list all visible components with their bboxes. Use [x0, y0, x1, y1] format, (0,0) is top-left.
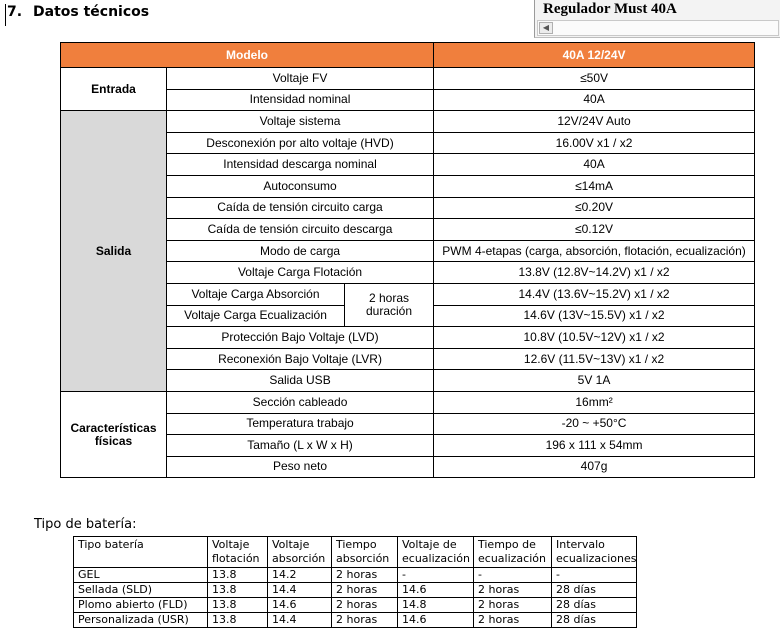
spec-label: Caída de tensión circuito carga: [167, 197, 434, 219]
battery-cell: 2 horas: [332, 598, 398, 613]
spec-value: ≤0.20V: [434, 197, 755, 219]
header-modelo: Modelo: [61, 43, 434, 68]
battery-cell: 13.8: [208, 613, 268, 628]
battery-cell: 2 horas: [332, 613, 398, 628]
spec-value: ≤50V: [434, 68, 755, 90]
spec-value: 16.00V x1 / x2: [434, 132, 755, 154]
battery-cell: 2 horas: [474, 583, 552, 598]
battery-column-header: Voltaje absorción: [268, 537, 332, 568]
table-row: [61, 68, 755, 90]
spec-value: 10.8V (10.5V~12V) x1 / x2: [434, 327, 755, 349]
spec-label: Autoconsumo: [167, 175, 434, 197]
battery-header-row: [74, 537, 637, 568]
battery-cell: Plomo abierto (FLD): [74, 598, 208, 613]
spec-value: PWM 4-etapas (carga, absorción, flotación, ecualización): [434, 240, 755, 262]
spec-value: 16mm²: [434, 391, 755, 413]
text-cursor: [5, 4, 6, 26]
battery-cell: 14.4: [268, 583, 332, 598]
battery-column-header: Voltaje de ecualización: [398, 537, 474, 568]
battery-cell: 14.6: [398, 613, 474, 628]
battery-cell: 13.8: [208, 568, 268, 583]
spec-value: 196 x 111 x 54mm: [434, 435, 755, 457]
battery-column-header: Voltaje flotación: [208, 537, 268, 568]
spec-label: Voltaje FV: [167, 68, 434, 90]
spec-label: Temperatura trabajo: [167, 413, 434, 435]
spec-value: ≤14mA: [434, 175, 755, 197]
popup-title: Regulador Must 40A: [543, 1, 677, 17]
battery-cell: 14.4: [268, 613, 332, 628]
battery-title: Tipo de batería:: [34, 517, 137, 532]
spec-label: Peso neto: [167, 456, 434, 478]
arrow-left-icon[interactable]: ◀: [539, 22, 553, 34]
battery-cell: 28 días: [552, 598, 637, 613]
spec-value: 40A: [434, 154, 755, 176]
spec-value: 40A: [434, 89, 755, 111]
battery-cell: 14.2: [268, 568, 332, 583]
section-title: Datos técnicos: [33, 4, 150, 20]
table-row: [74, 583, 637, 598]
spec-label: Voltaje Carga Flotación: [167, 262, 434, 284]
group-label: Salida: [61, 111, 167, 392]
spec-label: Intensidad nominal: [167, 89, 434, 111]
battery-cell: Sellada (SLD): [74, 583, 208, 598]
battery-cell: 2 horas: [332, 583, 398, 598]
battery-cell: 14.6: [268, 598, 332, 613]
spec-label: Tamaño (L x W x H): [167, 435, 434, 457]
battery-cell: 2 horas: [474, 598, 552, 613]
spec-value: 12.6V (11.5V~13V) x1 / x2: [434, 348, 755, 370]
specs-header-row: [61, 43, 755, 68]
spec-label: Reconexión Bajo Voltaje (LVR): [167, 348, 434, 370]
battery-column-header: Tiempo absorción: [332, 537, 398, 568]
battery-table: [73, 536, 637, 628]
horizontal-scrollbar[interactable]: [537, 20, 779, 36]
section-heading: [7, 4, 149, 20]
spec-value: 12V/24V Auto: [434, 111, 755, 133]
battery-cell: 28 días: [552, 583, 637, 598]
battery-cell: GEL: [74, 568, 208, 583]
specs-table: [60, 42, 755, 478]
battery-cell: 14.8: [398, 598, 474, 613]
battery-column-header: Intervalo ecualizaciones: [552, 537, 637, 568]
spec-label: Modo de carga: [167, 240, 434, 262]
spec-label: Desconexión por alto voltaje (HVD): [167, 132, 434, 154]
spec-label: Voltaje sistema: [167, 111, 434, 133]
spec-label: Caída de tensión circuito descarga: [167, 219, 434, 241]
spec-value: -20 ~ +50°C: [434, 413, 755, 435]
group-label: Entrada: [61, 68, 167, 111]
title-popup: [534, 0, 780, 38]
battery-cell: -: [552, 568, 637, 583]
spec-value: 13.8V (12.8V~14.2V) x1 / x2: [434, 262, 755, 284]
spec-value: 14.6V (13V~15.5V) x1 / x2: [434, 305, 755, 327]
spec-label: Salida USB: [167, 370, 434, 392]
battery-cell: -: [474, 568, 552, 583]
spec-label: Protección Bajo Voltaje (LVD): [167, 327, 434, 349]
header-model-value: 40A 12/24V: [434, 43, 755, 68]
battery-cell: 13.8: [208, 598, 268, 613]
spec-label: Voltaje Carga Absorción: [167, 283, 345, 305]
spec-value: ≤0.12V: [434, 219, 755, 241]
spec-value: 5V 1A: [434, 370, 755, 392]
battery-cell: -: [398, 568, 474, 583]
table-row: [74, 568, 637, 583]
battery-column-header: Tiempo de ecualización: [474, 537, 552, 568]
table-row: [61, 391, 755, 413]
duration-note: 2 horas duración: [345, 283, 434, 326]
battery-cell: 2 horas: [332, 568, 398, 583]
spec-value: 407g: [434, 456, 755, 478]
battery-cell: Personalizada (USR): [74, 613, 208, 628]
table-row: [74, 613, 637, 628]
table-row: [74, 598, 637, 613]
spec-label: Sección cableado: [167, 391, 434, 413]
battery-cell: 14.6: [398, 583, 474, 598]
spec-value: 14.4V (13.6V~15.2V) x1 / x2: [434, 283, 755, 305]
spec-label: Voltaje Carga Ecualización: [167, 305, 345, 327]
battery-cell: 13.8: [208, 583, 268, 598]
group-label: Características físicas: [61, 391, 167, 477]
battery-cell: 28 días: [552, 613, 637, 628]
section-number: 7.: [7, 4, 23, 20]
spec-label: Intensidad descarga nominal: [167, 154, 434, 176]
battery-column-header: Tipo batería: [74, 537, 208, 568]
battery-cell: 2 horas: [474, 613, 552, 628]
table-row: [61, 111, 755, 133]
